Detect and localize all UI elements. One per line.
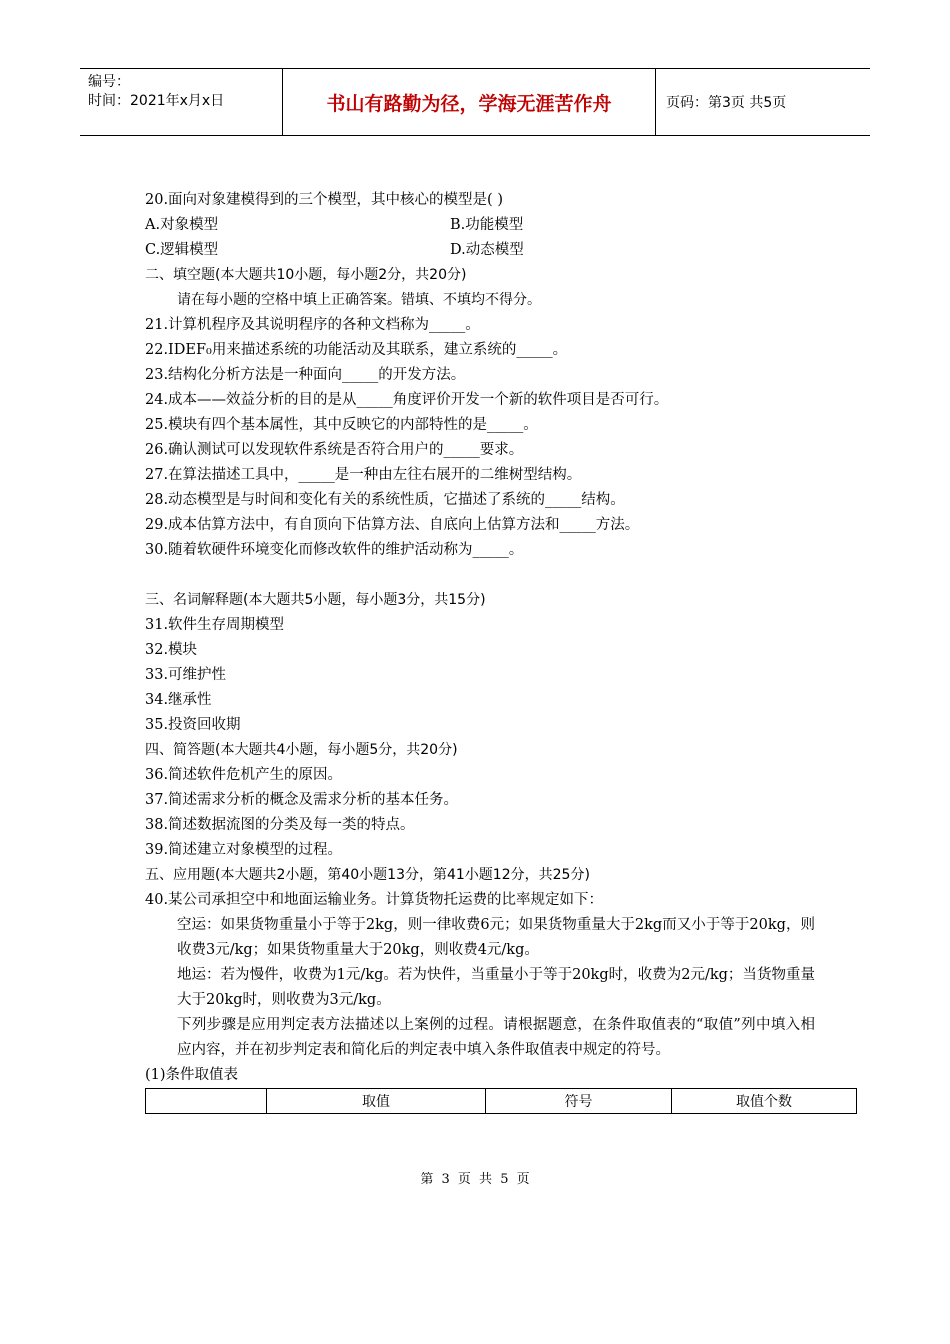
question-20-stem: 20.面向对象建模得到的三个模型，其中核心的模型是( )	[145, 192, 503, 208]
question-20-options-row-1	[145, 213, 815, 238]
question-20-options-row-2	[145, 238, 815, 263]
table-header-value: 取值	[267, 1089, 486, 1114]
option-a: A.对象模型	[145, 217, 219, 233]
section-5-title: 五、应用题(本大题共2小题，第40小题13分，第41小题12分，共25分)	[145, 867, 590, 883]
document-body	[145, 188, 815, 1114]
condition-value-table	[145, 1088, 857, 1114]
option-c: C.逻辑模型	[145, 242, 219, 258]
question-28: 28.动态模型是与时间和变化有关的系统性质，它描述了系统的_____结构。	[145, 492, 625, 508]
paragraph-air-freight: 空运：如果货物重量小于等于2kg，则一律收费6元；如果货物重量大于2kg而又小于等于20kg，则收费3元/kg；如果货物重量大于20kg，则收费4元/kg。	[177, 917, 815, 958]
question-38: 38.简述数据流图的分类及每一类的特点。	[145, 817, 415, 833]
question-23: 23.结构化分析方法是一种面向_____的开发方法。	[145, 367, 466, 383]
paragraph-task: 下列步骤是应用判定表方法描述以上案例的过程。请根据题意，在条件取值表的“取值”列中填入相应内容，并在初步判定表和简化后的判定表中填入条件取值表中规定的符号。	[177, 1017, 815, 1058]
table-header-count: 取值个数	[672, 1089, 857, 1114]
question-30: 30.随着软硬件环境变化而修改软件的维护活动称为_____。	[145, 542, 524, 558]
section-2-instruction: 请在每小题的空格中填上正确答案。错填、不填均不得分。	[177, 292, 541, 308]
paragraph-ground-freight: 地运：若为慢件，收费为1元/kg。若为快件，当重量小于等于20kg时，收费为2元/kg；当货物重量大于20kg时，则收费为3元/kg。	[177, 967, 815, 1008]
table-header-blank	[146, 1089, 267, 1114]
header-page-label: 页码：第3页 共5页	[666, 95, 787, 111]
question-25: 25.模块有四个基本属性，其中反映它的内部特性的是_____。	[145, 417, 538, 433]
question-22: 22.IDEF₀用来描述系统的功能活动及其联系，建立系统的_____。	[145, 342, 568, 358]
question-24: 24.成本——效益分析的目的是从_____角度评价开发一个新的软件项目是否可行。	[145, 392, 669, 408]
question-26: 26.确认测试可以发现软件系统是否符合用户的_____要求。	[145, 442, 524, 458]
question-32: 32.模块	[145, 642, 198, 658]
header-motto: 书山有路勤为径，学海无涯苦作舟	[282, 69, 656, 135]
table-header-symbol: 符号	[486, 1089, 672, 1114]
question-21: 21.计算机程序及其说明程序的各种文档称为_____。	[145, 317, 480, 333]
option-b: B.功能模型	[450, 217, 524, 233]
question-36: 36.简述软件危机产生的原因。	[145, 767, 343, 783]
table-caption: (1)条件取值表	[145, 1067, 239, 1083]
header-meta	[80, 69, 282, 135]
page-footer: 第 3 页 共 5 页	[420, 1172, 530, 1187]
document-number-label: 编号：	[88, 74, 130, 90]
option-d: D.动态模型	[450, 242, 524, 258]
table-header-row	[146, 1089, 857, 1114]
question-40-stem: 40.某公司承担空中和地面运输业务。计算货物托运费的比率规定如下：	[145, 892, 604, 908]
question-31: 31.软件生存周期模型	[145, 617, 285, 633]
page-header	[80, 68, 870, 136]
section-3-title: 三、名词解释题(本大题共5小题，每小题3分，共15分)	[145, 592, 486, 608]
section-4-title: 四、简答题(本大题共4小题，每小题5分，共20分)	[145, 742, 458, 758]
question-33: 33.可维护性	[145, 667, 227, 683]
section-2-title: 二、填空题(本大题共10小题，每小题2分，共20分)	[145, 267, 467, 283]
question-37: 37.简述需求分析的概念及需求分析的基本任务。	[145, 792, 459, 808]
document-time-label: 时间：2021年x月x日	[88, 93, 225, 109]
question-39: 39.简述建立对象模型的过程。	[145, 842, 343, 858]
spacer	[145, 563, 815, 588]
question-35: 35.投资回收期	[145, 717, 241, 733]
question-34: 34.继承性	[145, 692, 212, 708]
question-29: 29.成本估算方法中，有自顶向下估算方法、自底向上估算方法和_____方法。	[145, 517, 640, 533]
question-27: 27.在算法描述工具中，_____是一种由左往右展开的二维树型结构。	[145, 467, 582, 483]
